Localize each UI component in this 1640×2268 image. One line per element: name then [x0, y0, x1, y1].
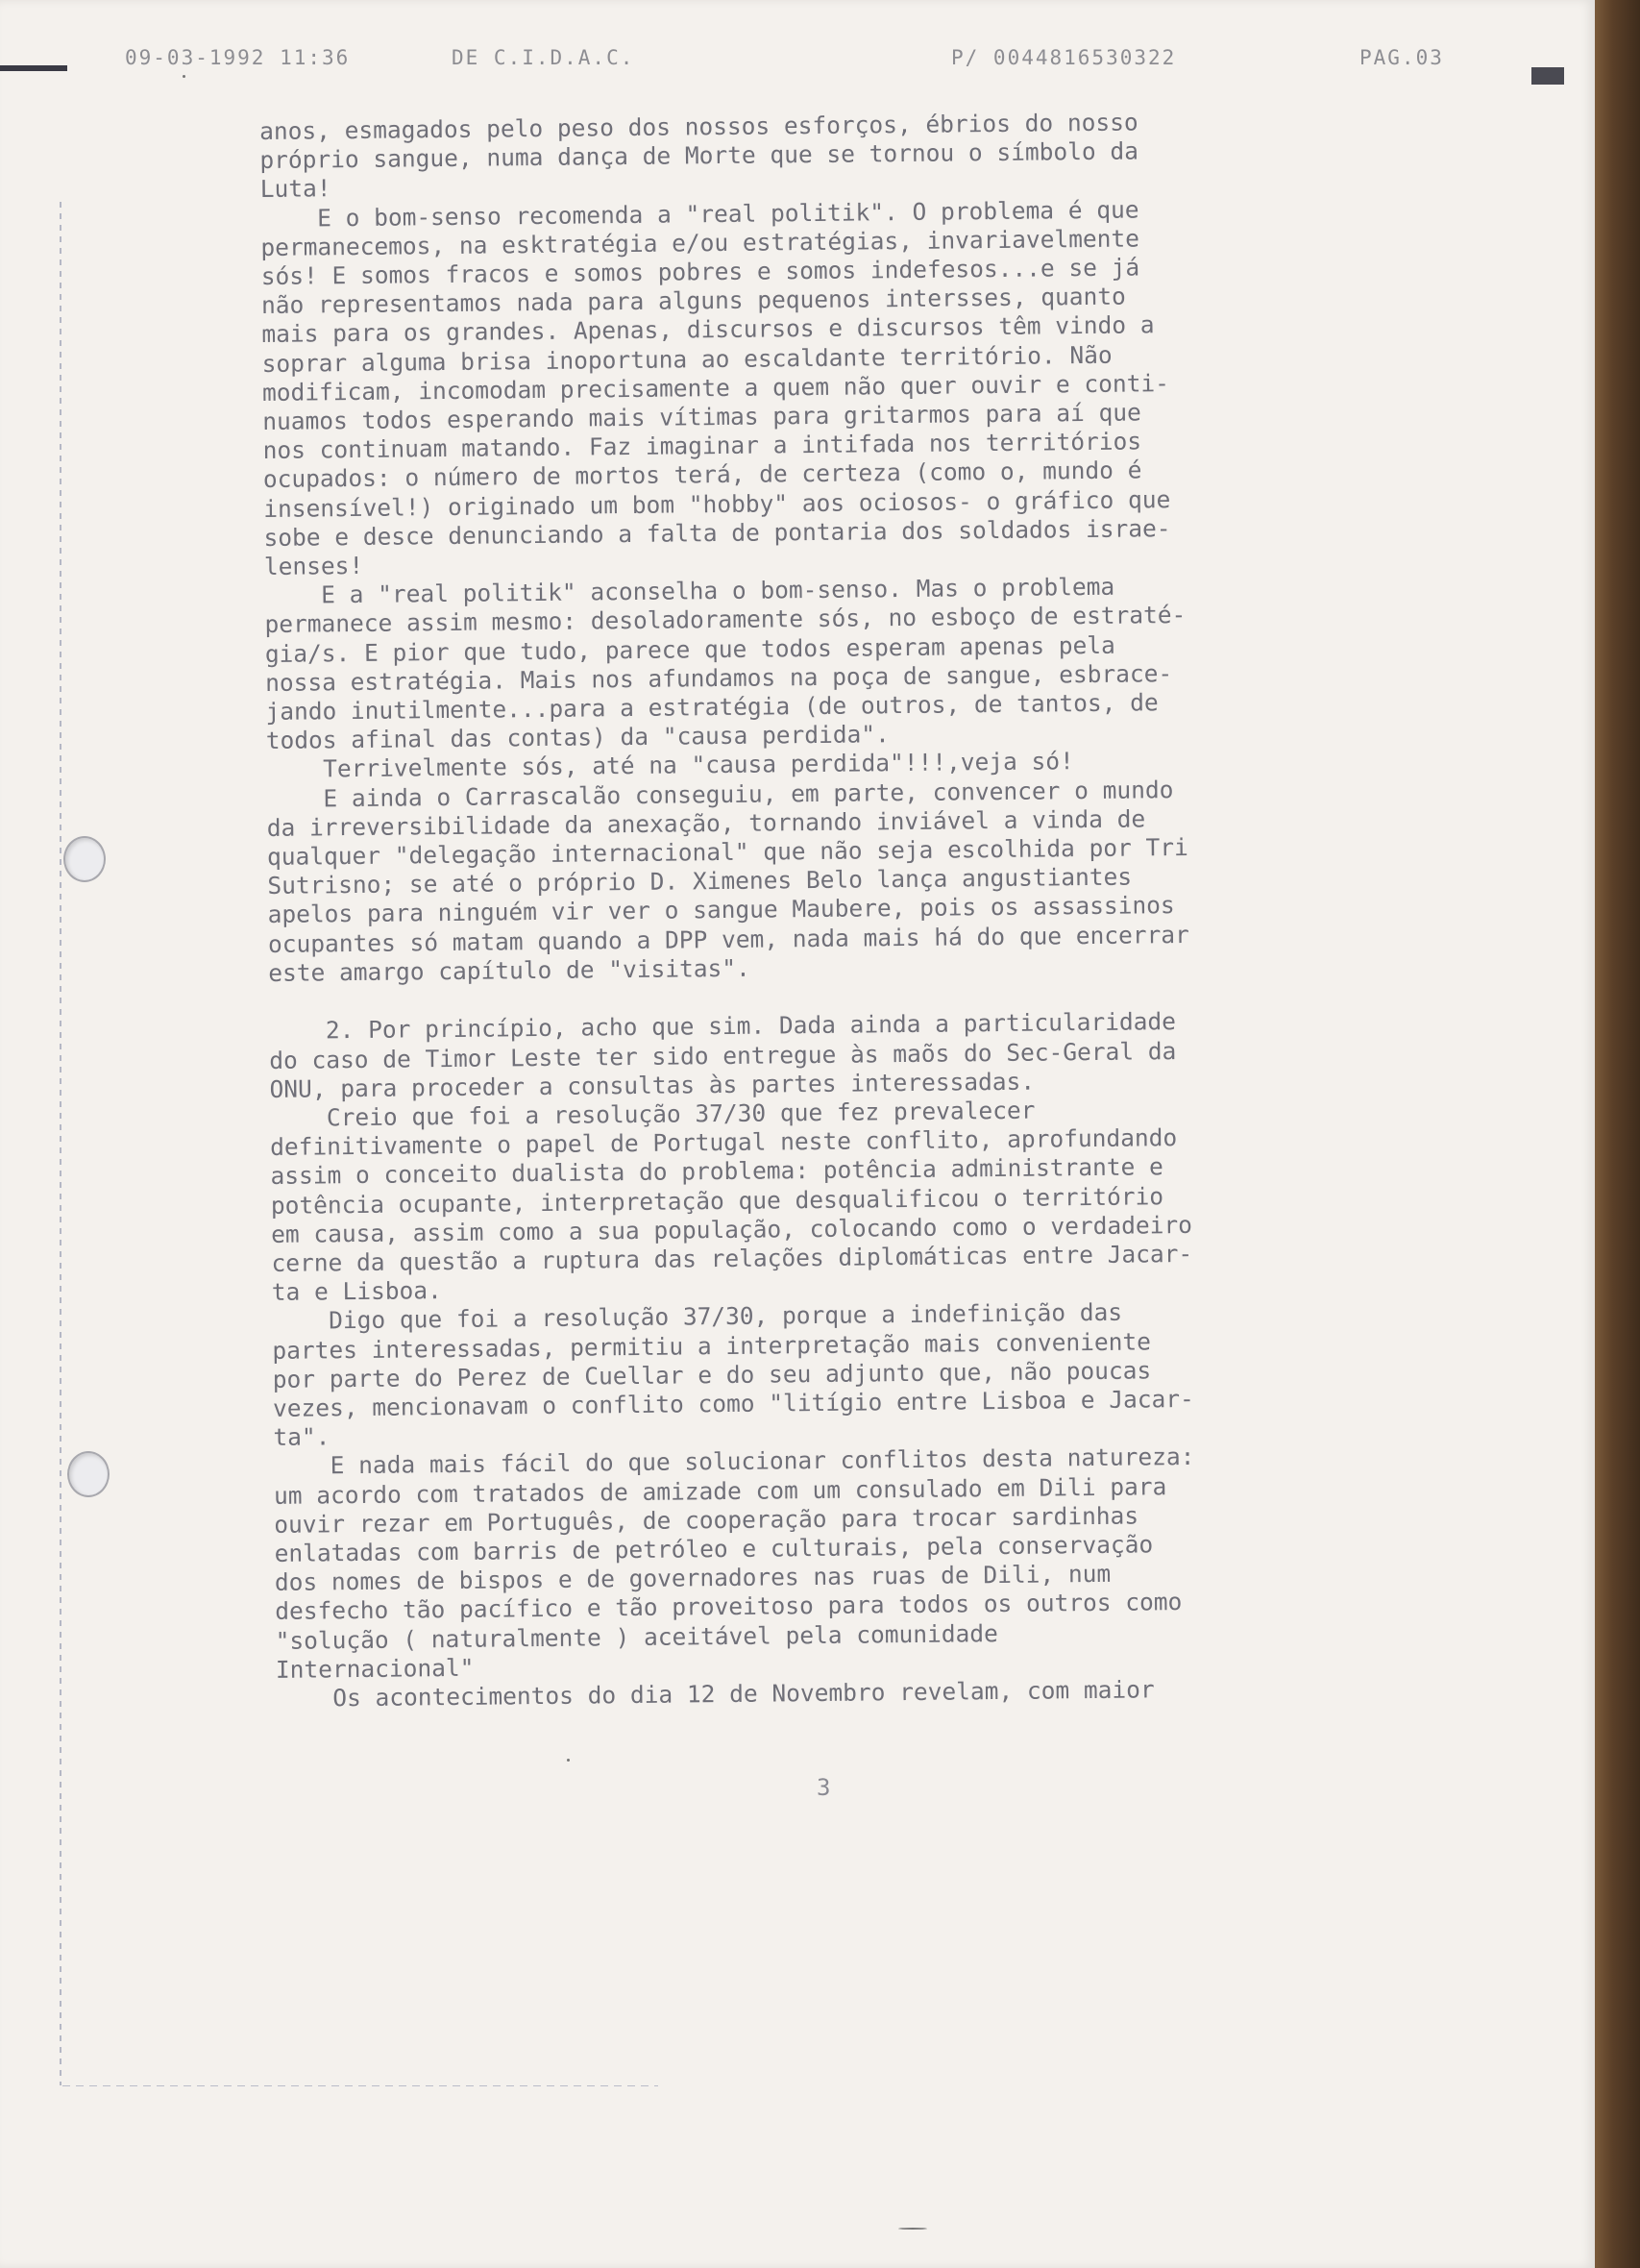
text-line: E ainda o Carrascalão conseguiu, em parte, convencer o mundo: [266, 775, 1174, 813]
text-line: lenses!: [263, 551, 364, 581]
text-line: ocupantes só matam quando a DPP vem, nada mais há do que encerrar: [267, 920, 1189, 958]
text-line: Os acontecimentos do dia 12 de Novembro revelam, com maior: [276, 1675, 1155, 1713]
text-line: Terrivelmente sós, até na "causa perdida"!!!,veja só!: [265, 747, 1074, 784]
text-line: assim o conceito dualista do problema: potência administrante e: [270, 1152, 1163, 1191]
text-line: em causa, assim como a sua população, colocando como o verdadeiro: [271, 1210, 1193, 1248]
fax-date-time: 09-03-1992 11:36: [125, 46, 351, 69]
text-line: ta e Lisboa.: [271, 1276, 442, 1307]
scan-speck: [183, 75, 185, 78]
text-line: ONU, para proceder a consultas às partes interessadas.: [269, 1067, 1036, 1103]
scan-speck: [567, 1759, 570, 1762]
text-line: todos afinal das contas) da "causa perdida".: [265, 720, 890, 755]
text-line: gia/s. E pior que tudo, parece que todos esperam apenas pela: [264, 630, 1115, 668]
scan-speck: [898, 2228, 927, 2230]
text-line: Digo que foi a resolução 37/30, porque a indefinição das: [271, 1297, 1123, 1336]
text-line: partes interessadas, permitiu a interpretação mais conveniente: [272, 1326, 1152, 1365]
text-line: próprio sangue, numa dança de Morte que se tornou o símbolo da: [259, 136, 1139, 175]
text-line: modificam, incomodam precisamente a quem não quer ouvir e conti-: [261, 368, 1170, 407]
text-line: nos continuam matando. Faz imaginar a intifada nos territórios: [262, 427, 1142, 465]
fax-page-indicator: PAG.03: [1359, 46, 1444, 69]
text-line: E nada mais fácil do que solucionar conflitos desta natureza:: [273, 1442, 1195, 1481]
text-line: Sutrisno; se até o próprio D. Ximenes Belo lança angustiantes: [267, 862, 1133, 900]
text-line: apelos para ninguém vir ver o sangue Maubere, pois os assassinos: [267, 891, 1175, 929]
text-line: sobe e desce denunciando a falta de pontaria dos soldados israe-: [263, 513, 1171, 552]
scan-artifact-left: [0, 65, 67, 71]
text-line: permanece assim mesmo: desoladoramente sós, no esboço de estraté-: [264, 601, 1187, 639]
text-line: nuamos todos esperando mais vítimas para gritarmos para aí que: [262, 398, 1141, 436]
text-line: qualquer "delegação internacional" que não seja escolhida por Tri: [266, 832, 1188, 872]
text-line: permanecemos, na esktratégia e/ou estratégias, invariavelmente: [260, 224, 1140, 261]
text-line: insensível!) originado um bom "hobby" aos ociosos- o gráfico que: [263, 484, 1171, 523]
text-line: E a "real politik" aconselha o bom-senso. Mas o problema: [264, 572, 1115, 610]
text-line: nossa estratégia. Mais nos afundamos na poça de sangue, esbrace-: [265, 658, 1173, 697]
text-line: vezes, mencionavam o conflito como "litígio entre Lisboa e Jacar-: [272, 1384, 1194, 1422]
text-line: anos, esmagados pelo peso dos nossos esforços, ébrios do nosso: [259, 108, 1138, 145]
text-line: Creio que foi a resolução 37/30 que fez prevalecer: [269, 1096, 1036, 1132]
scanner-background-edge: [1595, 0, 1640, 2268]
text-line: Luta!: [259, 174, 331, 204]
fax-header: [125, 46, 1470, 75]
typed-body-text: [259, 105, 1467, 1713]
fax-recipient-number: P/ 0044816530322: [951, 46, 1177, 69]
text-line: definitivamente o papel de Portugal neste conflito, aprofundando: [270, 1123, 1178, 1162]
scan-artifact-right: [1531, 67, 1564, 85]
text-line: enlatadas com barris de petróleo e culturais, pela conservação: [274, 1530, 1154, 1567]
text-line: mais para os grandes. Apenas, discursos e discursos têm vindo a: [261, 310, 1155, 349]
text-line: ouvir rezar em Português, de cooperação para trocar sardinhas: [274, 1501, 1139, 1539]
margin-rule: [60, 202, 61, 2085]
bottom-rule: [62, 2085, 658, 2086]
text-line: este amargo capítulo de "visitas".: [268, 953, 750, 987]
text-line: potência ocupante, interpretação que desqualificou o território: [270, 1181, 1164, 1220]
text-line: sós! E somos fracos e somos pobres e somos indefesos...e se já: [260, 253, 1140, 291]
text-line: dos nomes de bispos e de governadores nas ruas de Dili, num: [274, 1559, 1112, 1597]
text-line: cerne da questão a ruptura das relações diplomáticas entre Jacar-: [271, 1239, 1193, 1277]
text-line: soprar alguma brisa inoportuna ao escaldante território. Não: [261, 340, 1113, 378]
text-line: ocupados: o número de mortos terá, de certeza (como o, mundo é: [262, 456, 1142, 494]
text-line: do caso de Timor Leste ter sido entregue às maõs do Sec-Geral da: [269, 1036, 1177, 1074]
text-line: 2. Por princípio, acho que sim. Dada ainda a particularidade: [268, 1007, 1177, 1046]
punch-hole: [63, 836, 106, 882]
text-line: jando inutilmente...para a estratégia (de outros, de tantos, de: [265, 688, 1159, 727]
text-line: "solução ( naturalmente ) aceitável pela comunidade: [275, 1618, 998, 1655]
punch-hole: [67, 1451, 110, 1497]
text-line: não representamos nada para alguns pequenos intersses, quanto: [260, 282, 1126, 320]
text-line: um acordo com tratados de amizade com um consulado em Dili para: [273, 1471, 1167, 1510]
page-number: 3: [817, 1774, 831, 1801]
text-line: por parte do Perez de Cuellar e do seu adjunto que, não poucas: [272, 1356, 1152, 1393]
fax-sender: DE C.I.D.A.C.: [452, 46, 635, 69]
text-line: desfecho tão pacífico e tão proveitoso para todos os outros como: [275, 1588, 1183, 1626]
text-line: E o bom-senso recomenda a "real politik". O problema é que: [259, 195, 1139, 233]
text-line: ta".: [273, 1422, 330, 1452]
text-line: Internacional": [275, 1653, 475, 1684]
text-line: da irreversibilidade da anexação, tornando inviável a vinda de: [266, 804, 1146, 842]
